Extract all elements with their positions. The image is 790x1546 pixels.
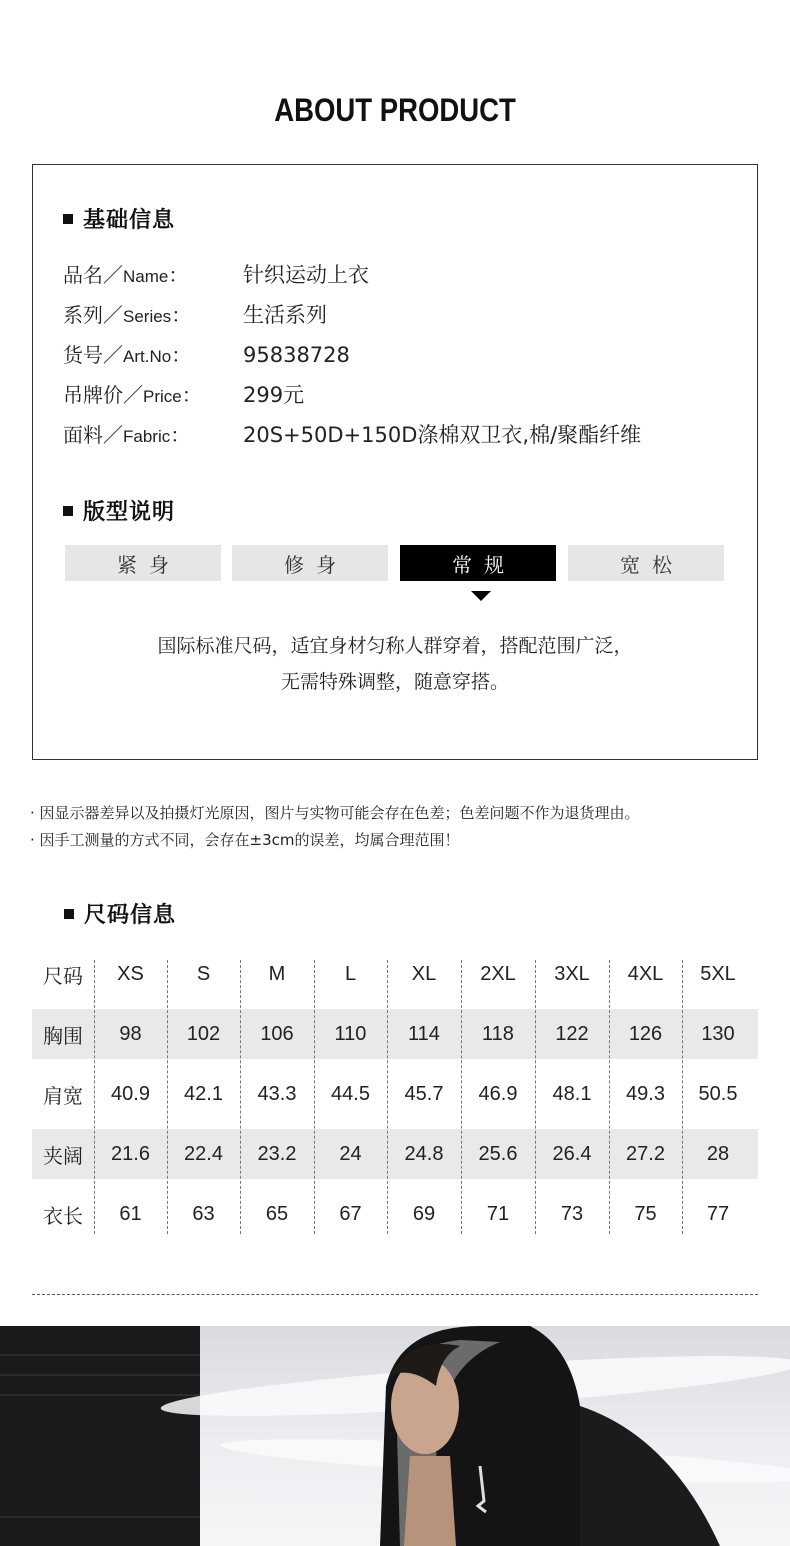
size-header-row xyxy=(32,944,758,1004)
photo-dark-panel xyxy=(0,1326,200,1546)
info-label-en: Art.No xyxy=(123,347,172,366)
size-cell: 44.5 xyxy=(331,1082,370,1105)
size-row-label: 胸围 xyxy=(43,1023,83,1048)
column-divider xyxy=(461,960,462,1234)
column-divider xyxy=(609,960,610,1234)
size-cell: 45.7 xyxy=(404,1082,444,1105)
info-label-colon: ： xyxy=(170,423,191,447)
info-value: 生活系列 xyxy=(243,303,327,327)
photo-stripe xyxy=(0,1374,200,1376)
fit-heading-text: 版型说明 xyxy=(83,500,176,525)
size-row-length xyxy=(32,1184,758,1244)
size-header-cell: 2XL xyxy=(480,962,516,985)
column-divider xyxy=(535,960,536,1234)
size-cell: 23.2 xyxy=(257,1142,297,1165)
product-info-box xyxy=(32,164,758,760)
basic-info-heading xyxy=(63,203,175,234)
info-label-en: Series xyxy=(123,307,172,326)
size-cell: 75 xyxy=(634,1202,657,1225)
fit-option-loose[interactable]: 宽松 xyxy=(568,545,724,581)
column-divider xyxy=(167,960,168,1234)
info-label xyxy=(63,379,243,408)
photo-light-panel xyxy=(200,1326,790,1546)
photo-stripe xyxy=(0,1394,200,1396)
size-cell: 21.6 xyxy=(111,1142,150,1165)
size-header-cell: L xyxy=(344,962,357,985)
size-header-label: 尺码 xyxy=(43,963,83,988)
fit-option-regular[interactable]: 常规 xyxy=(400,545,556,581)
size-header-cell: XS xyxy=(117,962,144,985)
column-divider xyxy=(682,960,683,1234)
disclaimer-note: · 因显示器差异以及拍摄灯光原因，图片与实物可能会存在色差；色差问题不作为退货理由。 xyxy=(30,804,640,822)
size-heading xyxy=(64,898,176,929)
info-label-cn: 品名／ xyxy=(63,263,123,287)
info-label-cn: 货号／ xyxy=(63,343,123,367)
info-label-colon: ： xyxy=(171,303,192,327)
size-cell: 63 xyxy=(192,1202,215,1225)
info-value: 20S+50D+150D涤棉双卫衣,棉/聚酯纤维 xyxy=(243,423,642,447)
info-label-en: Price xyxy=(143,387,182,406)
size-cell: 26.4 xyxy=(552,1142,592,1165)
size-cell: 24.8 xyxy=(404,1142,444,1165)
size-cell: 42.1 xyxy=(184,1082,223,1105)
size-cell: 61 xyxy=(119,1202,142,1225)
size-header-cell: 3XL xyxy=(554,962,590,985)
disclaimer-notes xyxy=(30,800,640,854)
size-cell: 27.2 xyxy=(626,1142,665,1165)
size-row-label: 夹阔 xyxy=(43,1143,83,1168)
size-row-armhole xyxy=(32,1129,758,1179)
size-cell: 77 xyxy=(706,1202,730,1225)
basic-info-heading-text: 基础信息 xyxy=(83,208,176,233)
info-row-series xyxy=(63,299,327,329)
shoulder-shape xyxy=(580,1406,720,1546)
size-cell: 110 xyxy=(334,1022,367,1045)
photo-stripe xyxy=(0,1354,200,1356)
square-bullet-icon xyxy=(63,214,73,224)
size-cell: 130 xyxy=(701,1022,735,1045)
size-cell: 43.3 xyxy=(257,1082,297,1105)
size-header-cell: 5XL xyxy=(700,962,736,985)
info-label-en: Name xyxy=(123,267,169,286)
section-divider xyxy=(32,1294,758,1295)
fit-heading xyxy=(63,495,175,526)
size-cell: 50.5 xyxy=(698,1082,738,1105)
info-label-cn: 面料／ xyxy=(63,423,123,447)
size-cell: 106 xyxy=(260,1022,294,1045)
size-cell: 122 xyxy=(555,1022,589,1045)
size-heading-text: 尺码信息 xyxy=(84,903,177,928)
fit-option-slim[interactable]: 修身 xyxy=(232,545,388,581)
size-cell: 98 xyxy=(119,1022,142,1045)
neck-shape xyxy=(404,1456,456,1546)
fit-description-line1: 国际标准尺码，适宜身材匀称人群穿着，搭配范围广泛， xyxy=(157,635,633,657)
info-value: 95838728 xyxy=(243,343,350,367)
disclaimer-note: · 因手工测量的方式不同，会存在±3cm的误差，均属合理范围！ xyxy=(30,831,460,849)
info-label-cn: 系列／ xyxy=(63,303,123,327)
info-row-price xyxy=(63,379,304,409)
info-label xyxy=(63,419,243,448)
size-table xyxy=(32,944,758,1244)
info-label-colon: ： xyxy=(168,263,189,287)
info-label-colon: ： xyxy=(171,343,192,367)
model-figure xyxy=(200,1326,790,1546)
size-row-shoulder xyxy=(32,1064,758,1124)
column-divider xyxy=(94,960,95,1234)
size-header-cell: M xyxy=(268,962,286,985)
info-label-cn: 吊牌价／ xyxy=(63,383,143,407)
size-cell: 24 xyxy=(339,1142,362,1165)
column-divider xyxy=(314,960,315,1234)
info-label xyxy=(63,259,243,288)
size-cell: 102 xyxy=(186,1022,221,1045)
size-header-cell: XL xyxy=(411,962,437,985)
square-bullet-icon xyxy=(63,506,73,516)
fit-options xyxy=(65,545,725,581)
info-row-name xyxy=(63,259,369,289)
size-cell: 28 xyxy=(706,1142,730,1165)
info-value: 针织运动上衣 xyxy=(243,263,369,287)
info-row-fabric xyxy=(63,419,641,449)
info-label xyxy=(63,339,243,368)
fit-description-line2: 无需特殊调整，随意穿搭。 xyxy=(280,671,509,693)
size-cell: 48.1 xyxy=(552,1082,592,1105)
size-cell: 71 xyxy=(486,1202,510,1225)
product-photo xyxy=(0,1326,790,1546)
size-cell: 126 xyxy=(628,1022,663,1045)
size-cell: 118 xyxy=(482,1022,514,1045)
size-cell: 73 xyxy=(560,1202,584,1225)
size-header-cell: S xyxy=(196,962,211,985)
size-cell: 46.9 xyxy=(478,1082,518,1105)
size-cell: 40.9 xyxy=(111,1082,150,1105)
size-header-cell: 4XL xyxy=(627,962,664,985)
size-cell: 49.3 xyxy=(626,1082,665,1105)
square-bullet-icon xyxy=(64,909,74,919)
column-divider xyxy=(387,960,388,1234)
size-row-label: 肩宽 xyxy=(43,1083,83,1108)
size-cell: 114 xyxy=(408,1022,440,1045)
size-cell: 65 xyxy=(265,1202,289,1225)
photo-stripe xyxy=(0,1516,200,1518)
info-value: 299元 xyxy=(243,383,305,407)
size-cell: 67 xyxy=(339,1202,362,1225)
info-label xyxy=(63,299,243,328)
size-cell: 25.6 xyxy=(478,1142,518,1165)
fit-option-tight[interactable]: 紧身 xyxy=(65,545,221,581)
column-divider xyxy=(240,960,241,1234)
info-label-en: Fabric xyxy=(123,427,171,446)
size-cell: 69 xyxy=(412,1202,436,1225)
page-title: ABOUT PRODUCT xyxy=(274,92,516,128)
size-row-label: 衣长 xyxy=(43,1203,83,1228)
size-row-chest xyxy=(32,1009,758,1059)
size-cell: 22.4 xyxy=(184,1142,223,1165)
info-label-colon: ： xyxy=(181,383,202,407)
info-row-art-no xyxy=(63,339,350,368)
selected-indicator-icon xyxy=(471,591,491,601)
